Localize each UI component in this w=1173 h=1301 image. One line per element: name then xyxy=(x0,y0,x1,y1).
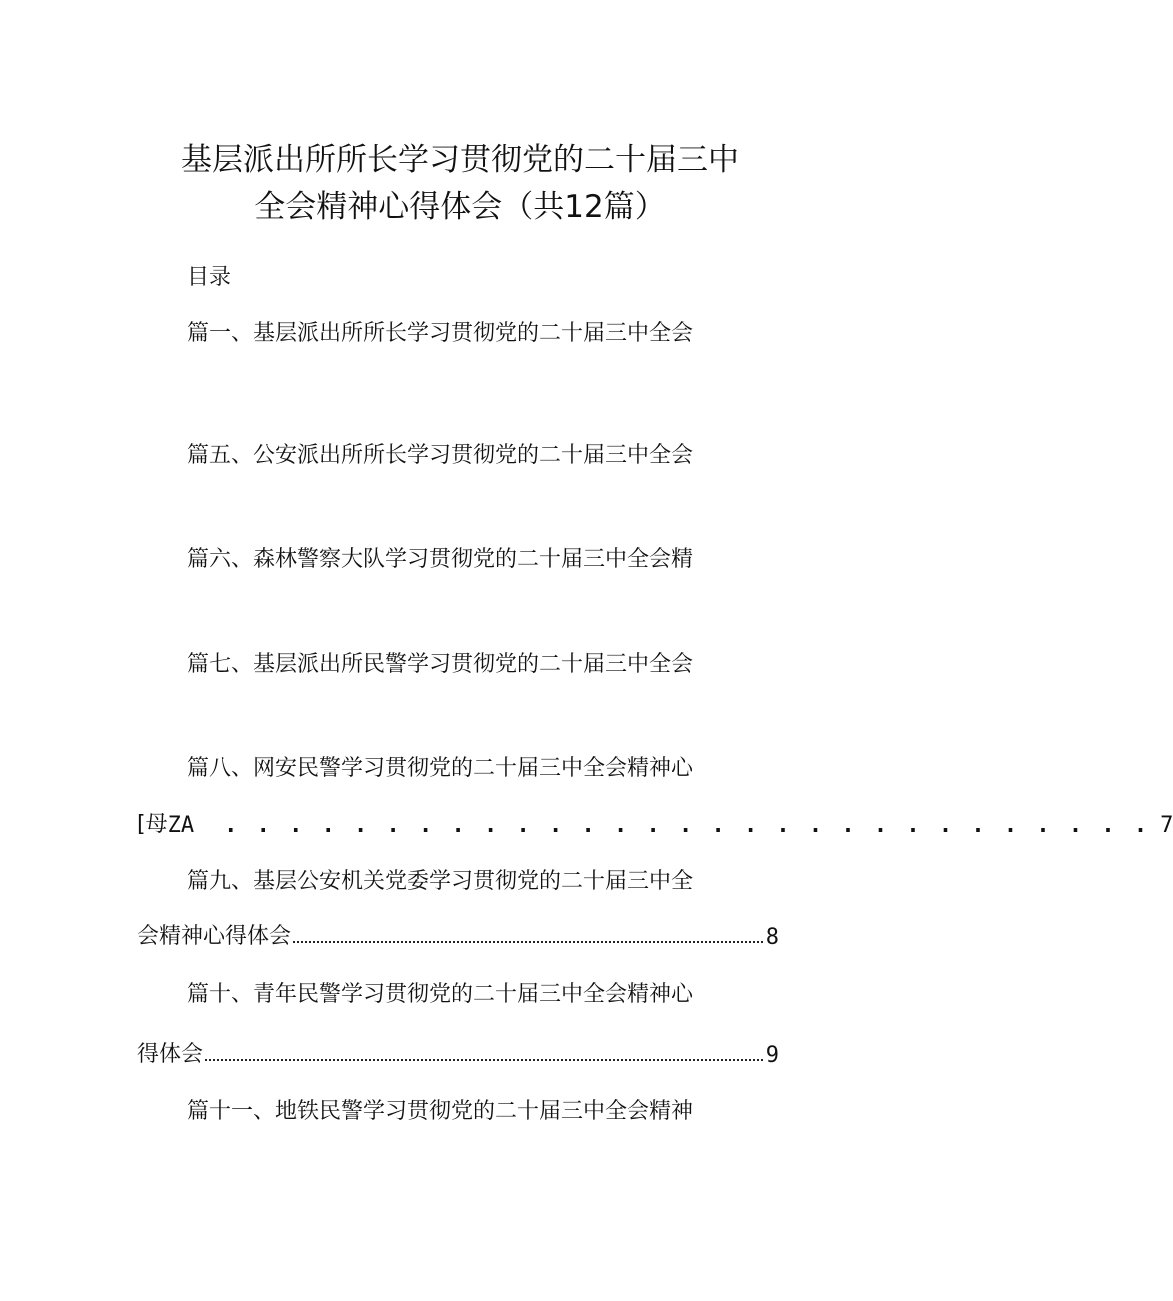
toc-entry-10[interactable]: 篇十、青年民警学习贯彻党的二十届三中全会精神心 xyxy=(187,982,694,1007)
toc-entry-6[interactable]: 篇六、森林警察大队学习贯彻党的二十届三中全会精 xyxy=(187,547,694,572)
toc-entry-10-page-number: 9 xyxy=(765,1043,779,1068)
toc-entry-9-continuation[interactable] xyxy=(137,920,779,950)
toc-entry-10-cont-text: 得体会 xyxy=(137,1042,204,1067)
toc-entry-8-cont-text-a: [母 xyxy=(137,812,168,837)
toc-entry-10-continuation[interactable] xyxy=(137,1038,779,1068)
toc-entry-8-dot-leader: . . . . . . . . . . . . . . . . . . . . . . . . . . . . . xyxy=(224,813,1151,838)
toc-entry-8-page-number: 7 xyxy=(1160,813,1173,838)
toc-entry-11[interactable]: 篇十一、地铁民警学习贯彻党的二十届三中全会精神 xyxy=(187,1099,694,1124)
toc-entry-7[interactable]: 篇七、基层派出所民警学习贯彻党的二十届三中全会 xyxy=(187,652,694,677)
toc-entry-9-dot-leader xyxy=(293,941,763,943)
document-title-line-2: 全会精神心得体会（共12篇） xyxy=(254,189,666,225)
toc-label: 目录 xyxy=(187,265,232,290)
toc-entry-9[interactable]: 篇九、基层公安机关党委学习贯彻党的二十届三中全 xyxy=(187,869,694,894)
toc-entry-1[interactable]: 篇一、基层派出所所长学习贯彻党的二十届三中全会 xyxy=(187,321,694,346)
toc-entry-8[interactable]: 篇八、网安民警学习贯彻党的二十届三中全会精神心 xyxy=(187,756,694,781)
toc-entry-8-continuation[interactable] xyxy=(137,808,1173,838)
toc-entry-9-cont-text: 会精神心得体会 xyxy=(137,924,292,949)
document-title-line-1: 基层派出所所长学习贯彻党的二十届三中 xyxy=(181,142,739,178)
toc-entry-10-dot-leader xyxy=(205,1059,763,1061)
toc-entry-5[interactable]: 篇五、公安派出所所长学习贯彻党的二十届三中全会 xyxy=(187,443,694,468)
toc-entry-9-page-number: 8 xyxy=(765,925,779,950)
toc-entry-8-cont-text-b: ZA xyxy=(167,813,195,838)
